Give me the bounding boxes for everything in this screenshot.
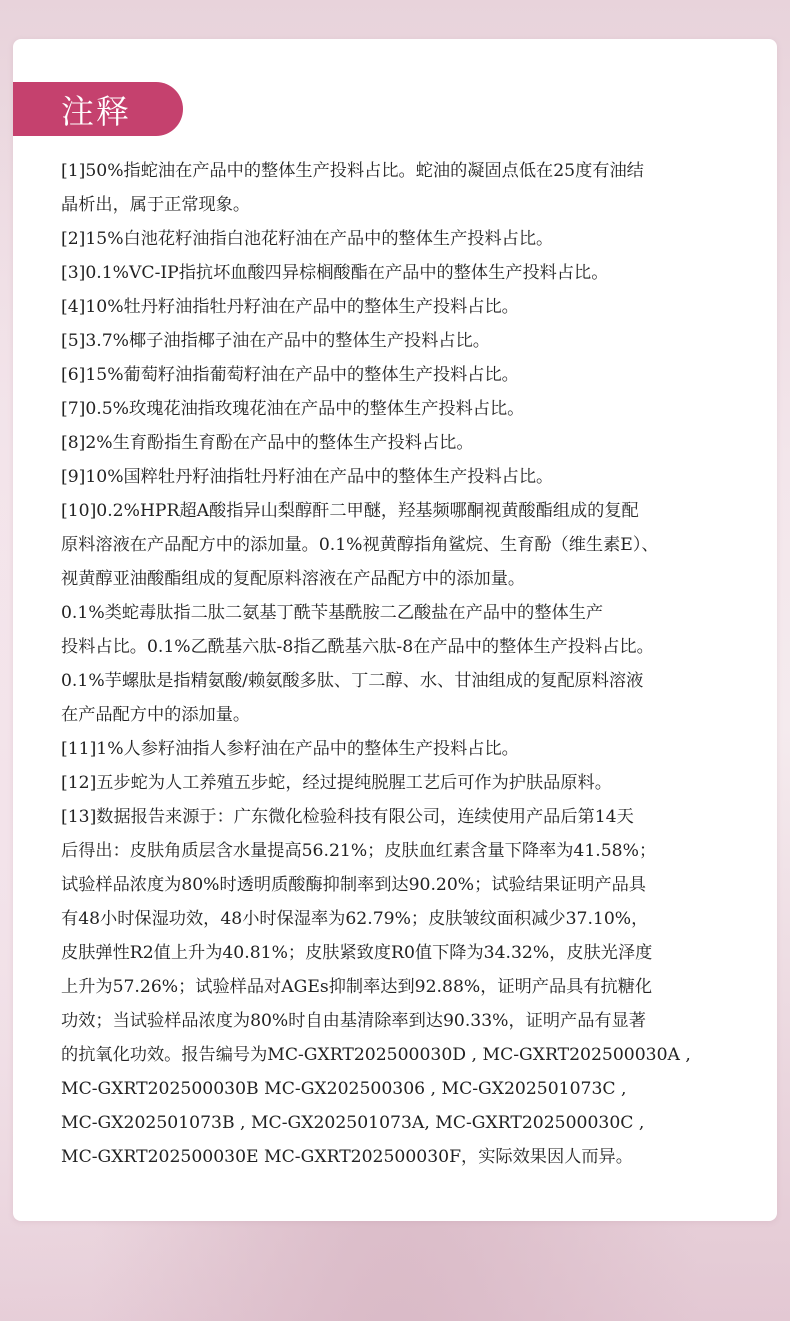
note-line: [4]10%牡丹籽油指牡丹籽油在产品中的整体生产投料占比。 [61, 297, 519, 317]
note-line: 在产品配方中的添加量。 [61, 705, 251, 725]
note-line: 的抗氧化功效。报告编号为MC-GXRT202500030D , MC-GXRT202500030A , [61, 1045, 691, 1065]
note-line: 投料占比。0.1%乙酰基六肽-8指乙酰基六肽-8在产品中的整体生产投料占比。 [61, 637, 654, 657]
note-line: 原料溶液在产品配方中的添加量。0.1%视黄醇指角鲨烷、生育酚（维生素E）、 [61, 535, 659, 555]
note-line: [13]数据报告来源于：广东微化检验科技有限公司，连续使用产品后第14天 [61, 807, 634, 827]
note-line: [9]10%国粹牡丹籽油指牡丹籽油在产品中的整体生产投料占比。 [61, 467, 554, 487]
notes-list [61, 154, 766, 1174]
note-line: [12]五步蛇为人工养殖五步蛇，经过提纯脱腥工艺后可作为护肤品原料。 [61, 773, 612, 793]
note-line: 功效；当试验样品浓度为80%时自由基清除率到达90.33%，证明产品有显著 [61, 1011, 646, 1031]
note-line: [11]1%人参籽油指人参籽油在产品中的整体生产投料占比。 [61, 739, 519, 759]
note-line: [10]0.2%HPR超A酸指异山梨醇酐二甲醚，羟基频哪酮视黄酸酯组成的复配 [61, 501, 639, 521]
notes-title: 注释 [61, 91, 131, 131]
notes-card [13, 39, 777, 1221]
note-line: 视黄醇亚油酸酯组成的复配原料溶液在产品配方中的添加量。 [61, 569, 526, 589]
note-line: 皮肤弹性R2值上升为40.81%；皮肤紧致度R0值下降为34.32%，皮肤光泽度 [61, 943, 653, 963]
note-line: [5]3.7%椰子油指椰子油在产品中的整体生产投料占比。 [61, 331, 490, 351]
note-line: 试验样品浓度为80%时透明质酸酶抑制率到达90.20%；试验结果证明产品具 [61, 875, 646, 895]
note-line: 有48小时保湿功效，48小时保湿率为62.79%；皮肤皱纹面积减少37.10%， [61, 909, 649, 929]
note-line: MC-GX202501073B , MC-GX202501073A, MC-GXRT202500030C , [61, 1113, 645, 1133]
note-line: 后得出：皮肤角质层含水量提高56.21%；皮肤血红素含量下降率为41.58%； [61, 841, 657, 861]
note-line: [3]0.1%VC-IP指抗坏血酸四异棕榈酸酯在产品中的整体生产投料占比。 [61, 263, 609, 283]
note-line: MC-GXRT202500030B MC-GX202500306 , MC-GX202501073C , [61, 1079, 627, 1099]
note-line: 上升为57.26%；试验样品对AGEs抑制率达到92.88%，证明产品具有抗糖化 [61, 977, 653, 997]
notes-header-tab [13, 82, 183, 136]
note-line: 晶析出，属于正常现象。 [61, 195, 251, 215]
note-line: 0.1%类蛇毒肽指二肽二氨基丁酰苄基酰胺二乙酸盐在产品中的整体生产 [61, 603, 604, 623]
note-line: [7]0.5%玫瑰花油指玫瑰花油在产品中的整体生产投料占比。 [61, 399, 525, 419]
note-line: [1]50%指蛇油在产品中的整体生产投料占比。蛇油的凝固点低在25度有油结 [61, 161, 644, 181]
note-line: 0.1%芋螺肽是指精氨酸/赖氨酸多肽、丁二醇、水、甘油组成的复配原料溶液 [61, 671, 644, 691]
note-line: MC-GXRT202500030E MC-GXRT202500030F，实际效果因人而异。 [61, 1147, 633, 1167]
note-line: [6]15%葡萄籽油指葡萄籽油在产品中的整体生产投料占比。 [61, 365, 519, 385]
note-line: [2]15%白池花籽油指白池花籽油在产品中的整体生产投料占比。 [61, 229, 554, 249]
note-line: [8]2%生育酚指生育酚在产品中的整体生产投料占比。 [61, 433, 474, 453]
